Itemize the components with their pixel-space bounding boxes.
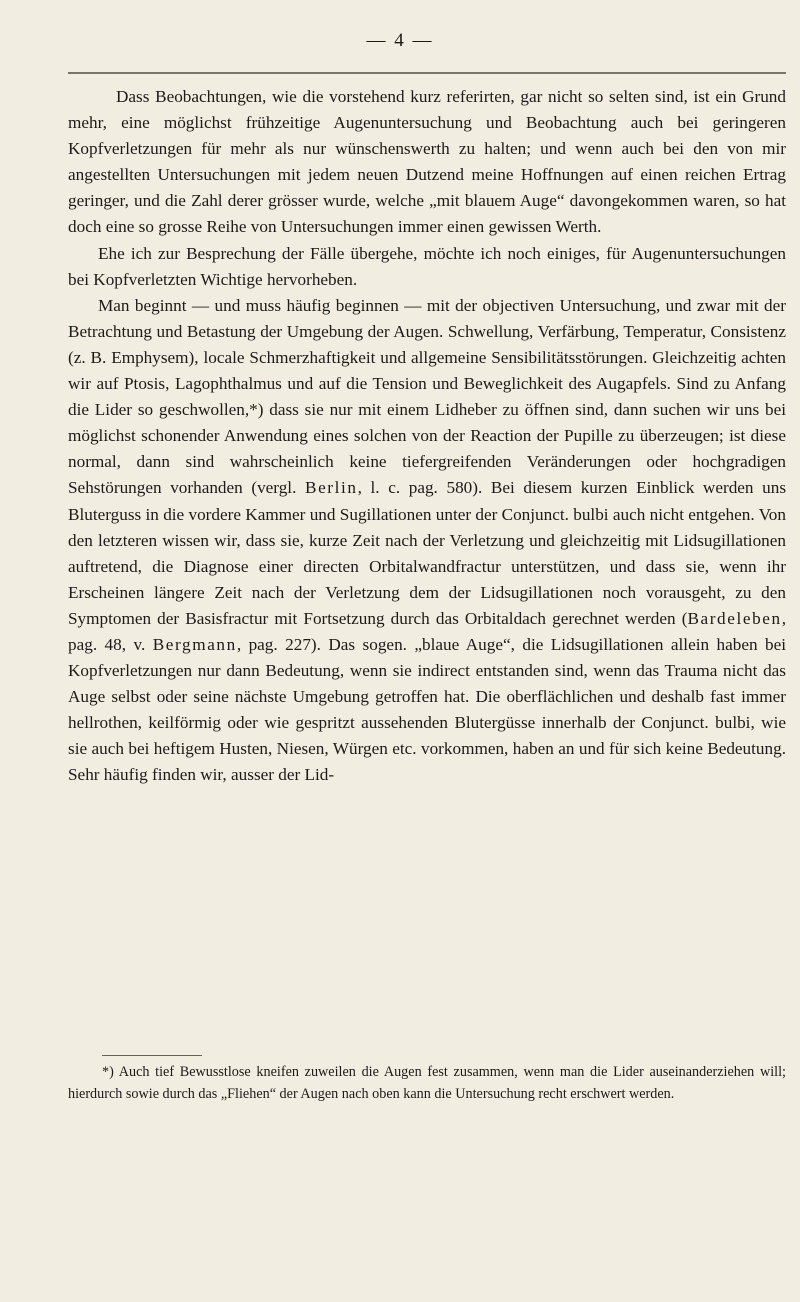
paragraph [68,293,786,789]
main-text [68,84,786,789]
text-run: , l. c. pag. 580). Bei diesem kurzen Einblick werden uns Bluterguss in die vordere Kammer und Sugillationen unter der Conjunct. bulbi auch nicht entgehen. Von den letzteren wissen wir, dass sie, kurze Zeit nach der Verletzung und gleichzeitig mit Lidsugillationen auftretend, die Diagnose einer directen Orbitalwandfractur unterstützen, und dass sie, wenn ihr Erscheinen längere Zeit nach der Verletzung dem der Lidsugillationen noch vorausgeht, zu den Symptomen der Basisfractur mit Fortsetzung durch das Orbitaldach gerechnet werden ( [68,478,787,628]
text-run: , pag. 48, v. [68,608,786,654]
footnote-rule [102,1055,202,1056]
paragraph: Ehe ich zur Besprechung der Fälle übergehe, möchte ich noch einiges, für Augenuntersuchungen bei Kopfverletzten Wichtige hervorheben. [68,243,786,289]
citation-name: Bardeleben [687,608,782,628]
text-run: Man beginnt — und muss häufig beginnen — mit der objectiven Untersuchung, und zwar mit der Betrachtung und Betastung der Umgebung der Augen. Schwellung, Verfärbung, Temperatur, Consistenz (z. B. Emphysem), locale Schmerzhaftigkeit und allgemeine Sensibilitätsstörungen. Gleichzeitig achten wir auf Ptosis, Lagophthalmus und auf die Tension und Beweglichkeit des Augapfels. Sind zu Anfang die Lider so geschwollen,*) dass sie nur mit einem Lidheber zu öffnen sind, dann suchen wir uns bei möglichst schonender Anwendung eines solchen von der Reaction der Pupille zu überzeugen; ist diese normal, dann sind wahrscheinlich keine tiefergreifenden Veränderungen oder hochgradigen Sehstörungen vorhanden (vergl. [68,295,786,498]
footnote [68,1061,786,1105]
citation-name: Bergmann [152,634,237,654]
page-number: — 4 — [366,30,434,51]
paragraph: Dass Beobachtungen, wie die vorstehend kurz referirten, gar nicht so selten sind, ist ein Grund mehr, eine möglichst frühzeitige Augenuntersuchung und Beobachtung auch bei geringeren Kopfverletzungen für mehr als nur wünschenswerth zu halten; und wenn auch bei den von mir angestellten Untersuchungen mit jedem neuen Dutzend meine Hoffnungen auf einen reichen Ertrag geringer, und die Zahl derer grösser wurde, welche „mit blauem Auge“ davongekommen waren, so hat doch eine so grosse Reihe von Untersuchungen immer einen gewissen Werth. [68,87,786,237]
text-run: , pag. 227). Das sogen. „blaue Auge“, die Lidsugillationen allein haben bei Kopfverletzungen nur dann Bedeutung, wenn sie indirect entstanden sind, wenn das Trauma nicht das Auge selbst oder seine nächste Umgebung getroffen hat. Die oberflächlichen und deshalb fast immer hellrothen, keilförmig oder wie gespritzt aussehenden Blutergüsse innerhalb der Conjunct. bulbi, wie sie auch bei heftigem Husten, Niesen, Würgen etc. vorkommen, haben an und für sich keine Bedeutung. Sehr häufig finden wir, ausser der Lid- [68,634,787,785]
footnote-text: *) Auch tief Bewusstlose kneifen zuweilen die Augen fest zusammen, wenn man die Lider auseinanderziehen will; hierdurch sowie durch das „Fliehen“ der Augen nach oben kann die Untersuchung recht erschwert werden. [68,1064,786,1102]
citation-name: Berlin [305,478,358,498]
header-rule [68,72,786,74]
